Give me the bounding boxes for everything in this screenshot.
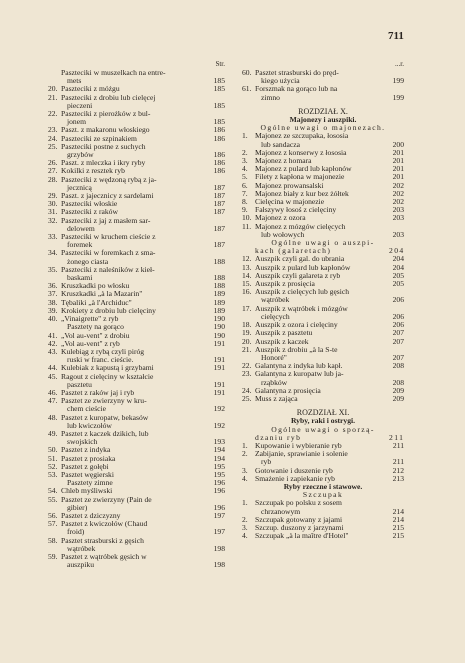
entry-title: jonem bbox=[67, 117, 86, 127]
entry-page: 207 bbox=[392, 352, 404, 362]
entry-title: Majonez z konserwy z łososia bbox=[255, 147, 347, 157]
section-heading: Ogólne uwagi o sporzą- bbox=[271, 424, 375, 434]
entry-title: Majonez z homara bbox=[255, 156, 312, 166]
entry-page: 192 bbox=[213, 404, 225, 414]
entry-number: 37. bbox=[48, 289, 58, 299]
entry-title: Paszteciki włoskie bbox=[61, 199, 118, 209]
entry-page: 199 bbox=[392, 92, 404, 102]
entry-number: 52. bbox=[48, 461, 58, 471]
entry-page: 201 bbox=[392, 164, 404, 174]
entry-number: 12. bbox=[242, 254, 252, 264]
entry-page: 191 bbox=[213, 363, 225, 373]
entry-title: Majonez z mózgów cielęcych bbox=[255, 221, 346, 231]
entry-number: 47. bbox=[48, 396, 58, 406]
entry-number: 4. bbox=[242, 164, 248, 174]
chapter-title: ROZDZIAŁ XI. bbox=[296, 408, 350, 418]
entry-page: 211 bbox=[392, 440, 404, 450]
entry-number: 49. bbox=[48, 428, 58, 438]
entry-number: 5. bbox=[242, 172, 248, 182]
entry-page: 189 bbox=[213, 297, 225, 307]
entry-number: 4. bbox=[242, 473, 248, 483]
entry-title: chrzanowym bbox=[261, 506, 301, 516]
entry-page: 197 bbox=[213, 510, 225, 520]
entry-title: Majonez biały z kur bez żółtek bbox=[255, 188, 349, 198]
entry-title: Paszteciki z drobiu lub cielęcej bbox=[61, 92, 156, 102]
toc-entry bbox=[242, 94, 404, 102]
entry-page: 198 bbox=[213, 560, 225, 570]
entry-page: 206 bbox=[392, 311, 404, 321]
entry-page: 205 bbox=[392, 270, 404, 280]
entry-page: 211 bbox=[392, 457, 404, 467]
entry-title: Auszpik czyli gal. do ubrania bbox=[255, 254, 345, 264]
entry-number: 33. bbox=[48, 232, 58, 242]
entry-number: 20. bbox=[242, 336, 252, 346]
entry-title: pieczeni bbox=[67, 100, 93, 110]
entry-page: 208 bbox=[392, 377, 404, 387]
entry-title: Chleb myśliwski bbox=[61, 486, 113, 496]
entry-title: Paszteciki z naleśników z kieł- bbox=[61, 264, 155, 274]
entry-page: 213 bbox=[392, 473, 404, 483]
entry-page: 212 bbox=[392, 465, 404, 475]
entry-page: 204 bbox=[392, 262, 404, 272]
entry-number: 25. bbox=[48, 141, 58, 151]
entry-page: 192 bbox=[213, 420, 225, 430]
entry-number: 31. bbox=[48, 207, 58, 217]
entry-page: 202 bbox=[392, 188, 404, 198]
entry-title: Tębaliki „à l'Archiduc" bbox=[61, 297, 132, 307]
entry-title: Paszt. z makaronu włoskiego bbox=[61, 125, 150, 135]
entry-title: cielęcych bbox=[261, 311, 290, 321]
entry-number: 22. bbox=[242, 361, 252, 371]
entry-title: wątróbek bbox=[261, 295, 290, 305]
entry-title: Paszteciki z wędzoną rybą z ja- bbox=[61, 174, 157, 184]
entry-title: Pasztet z kwiczołów (Chaud bbox=[61, 519, 148, 529]
entry-number: 51. bbox=[48, 453, 58, 463]
entry-number: 55. bbox=[48, 494, 58, 504]
entry-number: 6. bbox=[242, 180, 248, 190]
entry-number: 9. bbox=[242, 205, 248, 215]
entry-number: 54. bbox=[48, 486, 58, 496]
entry-page: 197 bbox=[213, 527, 225, 537]
chapter-subtitle: Ryby rzeczne i stawowe. bbox=[283, 481, 363, 491]
entry-number: 48. bbox=[48, 412, 58, 422]
entry-page: 208 bbox=[392, 361, 404, 371]
entry-title: Auszpik z pulard lub kapłonów bbox=[255, 262, 351, 272]
entry-page: 193 bbox=[213, 437, 225, 447]
entry-title: Pasztety na gorąco bbox=[67, 322, 124, 332]
entry-title: Kruszkadki „à la Mazarin" bbox=[61, 289, 143, 299]
entry-title: foremek bbox=[67, 240, 93, 250]
page-number: 711 bbox=[388, 30, 404, 42]
entry-page: 194 bbox=[213, 445, 225, 455]
entry-title: Kokilki z resztek ryb bbox=[61, 166, 125, 176]
entry-title: Auszpik z drobiu „à la S-te bbox=[255, 344, 338, 354]
entry-number: 32. bbox=[48, 215, 58, 225]
entry-title: żonego ciasta bbox=[67, 256, 109, 266]
entry-number: 21. bbox=[242, 344, 252, 354]
entry-page: 189 bbox=[213, 305, 225, 315]
entry-title: Honoré" bbox=[261, 352, 287, 362]
entry-page: 191 bbox=[213, 355, 225, 365]
entry-page: 186 bbox=[213, 150, 225, 160]
entry-title: Fałszywy łosoś z cielęciny bbox=[255, 205, 337, 215]
entry-page: 209 bbox=[392, 393, 404, 403]
entry-page: 203 bbox=[392, 205, 404, 215]
entry-number: 29. bbox=[48, 191, 58, 201]
entry-title: Majonez prowansalski bbox=[255, 180, 324, 190]
entry-title: Paszt. z mleczka i ikry ryby bbox=[61, 158, 146, 168]
entry-page: 202 bbox=[392, 180, 404, 190]
entry-page: 187 bbox=[213, 207, 225, 217]
entry-number: 24. bbox=[48, 133, 58, 143]
entry-title: Smażenie i zapiekanie ryb bbox=[255, 473, 335, 483]
entry-number: 26. bbox=[48, 158, 58, 168]
entry-number: 60. bbox=[242, 68, 252, 77]
entry-title: Majonez z ozora bbox=[255, 213, 306, 223]
entry-title: Auszpik z pasztetu bbox=[255, 328, 313, 338]
entry-number: 35. bbox=[48, 264, 58, 274]
entry-title: lub wołowych bbox=[261, 229, 305, 239]
entry-title: Pasztet z gołębi bbox=[61, 461, 109, 471]
entry-number: 13. bbox=[242, 262, 252, 272]
entry-page: 187 bbox=[213, 199, 225, 209]
entry-number: 2. bbox=[242, 514, 248, 524]
entry-title: Galantyna z prosięcia bbox=[255, 385, 321, 395]
entry-title: Zabijanie, sprawianie i solenie bbox=[255, 449, 348, 459]
entry-number: 43. bbox=[48, 346, 58, 356]
entry-page: 200 bbox=[392, 139, 404, 149]
chapter-subtitle: Majonezy i auszpiki. bbox=[289, 115, 357, 125]
entry-title: Cielęcina w majonezie bbox=[255, 197, 325, 207]
entry-number: 58. bbox=[48, 535, 58, 545]
entry-number: 41. bbox=[48, 330, 58, 340]
left-column bbox=[48, 60, 225, 569]
entry-title: Pasztet ze zwierzyny (Pain de bbox=[61, 494, 152, 504]
entry-number: 57. bbox=[48, 519, 58, 529]
toc-entry bbox=[48, 561, 225, 569]
entry-title: Szczup. duszony z jarzynami bbox=[255, 522, 344, 532]
entry-title: dzaniu ryb bbox=[255, 432, 302, 442]
entry-title: pasztetu bbox=[67, 379, 92, 389]
entry-page: 196 bbox=[213, 478, 225, 488]
entry-page: 211 bbox=[389, 432, 405, 442]
entry-number: 14. bbox=[242, 270, 252, 280]
entry-page: 185 bbox=[213, 117, 225, 127]
entry-title: Majonez ze szczupaka, łososia bbox=[255, 131, 349, 141]
entry-number: 24. bbox=[242, 385, 252, 395]
entry-page: 202 bbox=[392, 197, 404, 207]
entry-page: 188 bbox=[213, 256, 225, 266]
entry-page: 188 bbox=[213, 281, 225, 291]
entry-title: „Vol au-vent" z drobiu bbox=[61, 330, 130, 340]
entry-title: Pasztety zimne bbox=[67, 478, 113, 488]
entry-title: Pasztet z dziczyzny bbox=[61, 510, 121, 520]
entry-page: 186 bbox=[213, 158, 225, 168]
entry-number: 18. bbox=[242, 320, 252, 330]
entry-number: 23. bbox=[242, 369, 252, 379]
entry-title: „Vol au-vent" z ryb bbox=[61, 338, 120, 348]
entry-title: ryb bbox=[261, 457, 272, 467]
entry-title: Galantyna z indyka lub kapł. bbox=[255, 361, 343, 371]
entry-title: Majonez z pulard lub kapłonów bbox=[255, 164, 352, 174]
entry-title: rząbków bbox=[261, 377, 288, 387]
entry-title: lub sandacza bbox=[261, 139, 301, 149]
entry-page: 204 bbox=[392, 254, 404, 264]
section-heading: Ogólne uwagi o majonezach. bbox=[260, 123, 386, 133]
entry-number: 30. bbox=[48, 199, 58, 209]
entry-title: Paszteciki z móżgu bbox=[61, 84, 120, 94]
entry-page: 214 bbox=[392, 506, 404, 516]
entry-page: 187 bbox=[213, 191, 225, 201]
entry-title: Paszteciki ze szpinakiem bbox=[61, 133, 137, 143]
entry-number: 2. bbox=[242, 147, 248, 157]
entry-title: Pasztet z prosiaka bbox=[61, 453, 116, 463]
entry-number: 11. bbox=[242, 221, 252, 231]
entry-page: 196 bbox=[213, 486, 225, 496]
entry-title: Forszmak na gorąco lub na bbox=[255, 84, 338, 94]
entry-title: Auszpik z cielęcych lub gęsich bbox=[255, 287, 350, 297]
entry-page: 186 bbox=[213, 125, 225, 135]
entry-number: 10. bbox=[242, 213, 252, 223]
entry-number: 45. bbox=[48, 371, 58, 381]
entry-page: 204 bbox=[389, 246, 405, 256]
entry-title: Muss z zająca bbox=[255, 393, 298, 403]
toc-entry bbox=[242, 532, 404, 540]
entry-title: „Vinaigrette" z ryb bbox=[61, 314, 119, 324]
entry-title: Auszpik z ozora i cielęciny bbox=[255, 320, 338, 330]
entry-title: Kupowanie i wybieranie ryb bbox=[255, 440, 342, 450]
entry-page: 186 bbox=[213, 166, 225, 176]
entry-page: 188 bbox=[213, 273, 225, 283]
right-toc-list bbox=[242, 69, 404, 540]
entry-page: 196 bbox=[213, 502, 225, 512]
entry-title: Paszteciki z jaj z masłem sar- bbox=[61, 215, 151, 225]
entry-title: Auszpik z prosięcia bbox=[255, 279, 315, 289]
entry-number: 38. bbox=[48, 297, 58, 307]
entry-title: Galantyna z kuropatw lub ja- bbox=[255, 369, 344, 379]
right-column-header: ...r. bbox=[395, 60, 404, 68]
entry-title: kach (galaretach) bbox=[255, 246, 332, 256]
entry-title: jecznicą bbox=[67, 182, 92, 192]
entry-title: Pasztet z raków jaj i ryb bbox=[61, 387, 135, 397]
entry-title: Pasztet z kuropatw, bekasów bbox=[61, 412, 149, 422]
entry-page: 215 bbox=[392, 531, 404, 541]
entry-title: froid) bbox=[67, 527, 85, 537]
entry-title: Kruszkadki po włosku bbox=[61, 281, 130, 291]
entry-number: 15. bbox=[242, 279, 252, 289]
entry-page: 189 bbox=[213, 289, 225, 299]
entry-number: 50. bbox=[48, 445, 58, 455]
entry-title: Filety z kapłona w majonezie bbox=[255, 172, 345, 182]
toc-entry bbox=[242, 395, 404, 403]
entry-number: 4. bbox=[242, 531, 248, 541]
entry-number: 1. bbox=[242, 498, 248, 508]
entry-title: Szczupak gotowany z jajami bbox=[255, 514, 343, 524]
entry-number: 27. bbox=[48, 166, 58, 176]
entry-title: Gotowanie i duszenie ryb bbox=[255, 465, 333, 475]
right-column bbox=[242, 60, 404, 540]
entry-number: 2. bbox=[242, 449, 248, 459]
entry-title: Auszpik czyli galareta z ryb bbox=[255, 270, 341, 280]
entry-number: 28. bbox=[48, 174, 58, 184]
entry-number: 16. bbox=[242, 287, 252, 297]
entry-title: Krokiety z drobiu lub cielęciny bbox=[61, 305, 156, 315]
entry-title: Pasztet z indyka bbox=[61, 445, 111, 455]
entry-title: chem cieście bbox=[67, 404, 106, 414]
entry-title: Kulebiąg z rybą czyli piróg bbox=[61, 346, 145, 356]
entry-number: 23. bbox=[48, 125, 58, 135]
left-column-header: Str. bbox=[215, 60, 225, 68]
entry-number: 36. bbox=[48, 281, 58, 291]
entry-page: 209 bbox=[392, 385, 404, 395]
entry-page: 187 bbox=[213, 223, 225, 233]
entry-title: kiego użycia bbox=[261, 76, 300, 86]
entry-number: 39. bbox=[48, 305, 58, 315]
entry-title: Auszpik z wątróbek i mózgów bbox=[255, 303, 348, 313]
entry-title: baskami bbox=[67, 273, 93, 283]
entry-title: Paszteciki z pierożków z bul- bbox=[61, 109, 151, 119]
chapter-subtitle: Ryby, raki i ostrygi. bbox=[290, 416, 356, 426]
entry-page: 191 bbox=[213, 338, 225, 348]
entry-number: 59. bbox=[48, 551, 58, 561]
entry-title: Szczupak „à la maître d'Hotel" bbox=[255, 531, 349, 541]
entry-title: gibier) bbox=[67, 502, 88, 512]
entry-page: 198 bbox=[213, 543, 225, 553]
entry-title: wątróbek bbox=[67, 543, 96, 553]
entry-page: 185 bbox=[213, 100, 225, 110]
entry-title: Paszteciki w kruchem cieście z bbox=[61, 232, 156, 242]
entry-title: delowem bbox=[67, 223, 95, 233]
left-toc-list bbox=[48, 69, 225, 569]
entry-number: 40. bbox=[48, 314, 58, 324]
entry-number: 42. bbox=[48, 338, 58, 348]
entry-title: Kulebiak z kapustą i grzybami bbox=[61, 363, 154, 373]
entry-title: auszpiku bbox=[67, 560, 94, 570]
entry-number: 46. bbox=[48, 387, 58, 397]
entry-title: Szczupak po polsku z sosem bbox=[255, 498, 342, 508]
entry-number: 21. bbox=[48, 92, 58, 102]
entry-number: 44. bbox=[48, 363, 58, 373]
entry-number: 1. bbox=[242, 131, 248, 141]
entry-page: 207 bbox=[392, 336, 404, 346]
entry-page: 187 bbox=[213, 182, 225, 192]
entry-number: 7. bbox=[242, 188, 248, 198]
entry-number: 3. bbox=[242, 465, 248, 475]
entry-page: 195 bbox=[213, 469, 225, 479]
entry-number: 8. bbox=[242, 197, 248, 207]
entry-page: 199 bbox=[392, 76, 404, 86]
entry-title: Pasztet z wątróbek gęsich w bbox=[61, 551, 147, 561]
entry-title: Pasztet ze zwierzyny w kru- bbox=[61, 396, 147, 406]
entry-page: 203 bbox=[392, 229, 404, 239]
entry-page: 187 bbox=[213, 240, 225, 250]
entry-page: 190 bbox=[213, 322, 225, 332]
entry-title: Paszteciki z raków bbox=[61, 207, 118, 217]
entry-title: Ragout z cielęciny w kształcie bbox=[61, 371, 154, 381]
entry-page: 194 bbox=[213, 453, 225, 463]
entry-number: 61. bbox=[242, 84, 252, 94]
entry-page: 207 bbox=[392, 328, 404, 338]
entry-page: 214 bbox=[392, 514, 404, 524]
entry-number: 34. bbox=[48, 248, 58, 258]
section-heading: Szczupak bbox=[302, 490, 344, 500]
entry-title: swojskich bbox=[67, 437, 98, 447]
entry-title: mets bbox=[67, 76, 82, 86]
entry-title: Pasztet strasburski z gęsich bbox=[61, 535, 144, 545]
entry-page: 203 bbox=[392, 213, 404, 223]
entry-number: 17. bbox=[242, 303, 252, 313]
entry-page: 191 bbox=[213, 379, 225, 389]
entry-number: 3. bbox=[242, 522, 248, 532]
chapter-title: ROZDZIAŁ X. bbox=[298, 106, 348, 116]
entry-page: 205 bbox=[392, 279, 404, 289]
entry-title: Pasztet z kaczek dzikich, lub bbox=[61, 428, 149, 438]
entry-title: Paszteciki w muszelkach na entre- bbox=[61, 68, 166, 77]
entry-number: 53. bbox=[48, 469, 58, 479]
entry-page: 191 bbox=[213, 387, 225, 397]
entry-title: Pasztet węgierski bbox=[61, 469, 114, 479]
entry-number: 3. bbox=[242, 156, 248, 166]
entry-number: 20. bbox=[48, 84, 58, 94]
entry-title: zimno bbox=[261, 92, 280, 102]
entry-title: Paszteciki w foremkach z sma- bbox=[61, 248, 156, 258]
entry-title: Paszteciki postne z suchych bbox=[61, 141, 146, 151]
entry-page: 201 bbox=[392, 147, 404, 157]
entry-number: 1. bbox=[242, 440, 248, 450]
entry-title: ruski w franc. cieście. bbox=[67, 355, 134, 365]
entry-title: Auszpik z kaczek bbox=[255, 336, 309, 346]
entry-title: Pasztet strasburski do pręd- bbox=[255, 68, 339, 77]
entry-page: 201 bbox=[392, 156, 404, 166]
entry-page: 185 bbox=[213, 76, 225, 86]
entry-page: 190 bbox=[213, 314, 225, 324]
entry-page: 190 bbox=[213, 330, 225, 340]
entry-title: Paszt. z jajecznicy z sardelami bbox=[61, 191, 154, 201]
entry-page: 186 bbox=[213, 133, 225, 143]
section-heading: Ogólne uwagi o auszpi- bbox=[271, 238, 375, 248]
entry-number: 22. bbox=[48, 109, 58, 119]
entry-page: 195 bbox=[213, 461, 225, 471]
entry-number: 56. bbox=[48, 510, 58, 520]
entry-number: 19. bbox=[242, 328, 252, 338]
entry-page: 206 bbox=[392, 320, 404, 330]
entry-title: grzybów bbox=[67, 150, 94, 160]
entry-page: 215 bbox=[392, 522, 404, 532]
entry-title: lub kwiczołów bbox=[67, 420, 112, 430]
entry-page: 206 bbox=[392, 295, 404, 305]
entry-page: 185 bbox=[213, 84, 225, 94]
entry-page: 201 bbox=[392, 172, 404, 182]
entry-number: 25. bbox=[242, 393, 252, 403]
